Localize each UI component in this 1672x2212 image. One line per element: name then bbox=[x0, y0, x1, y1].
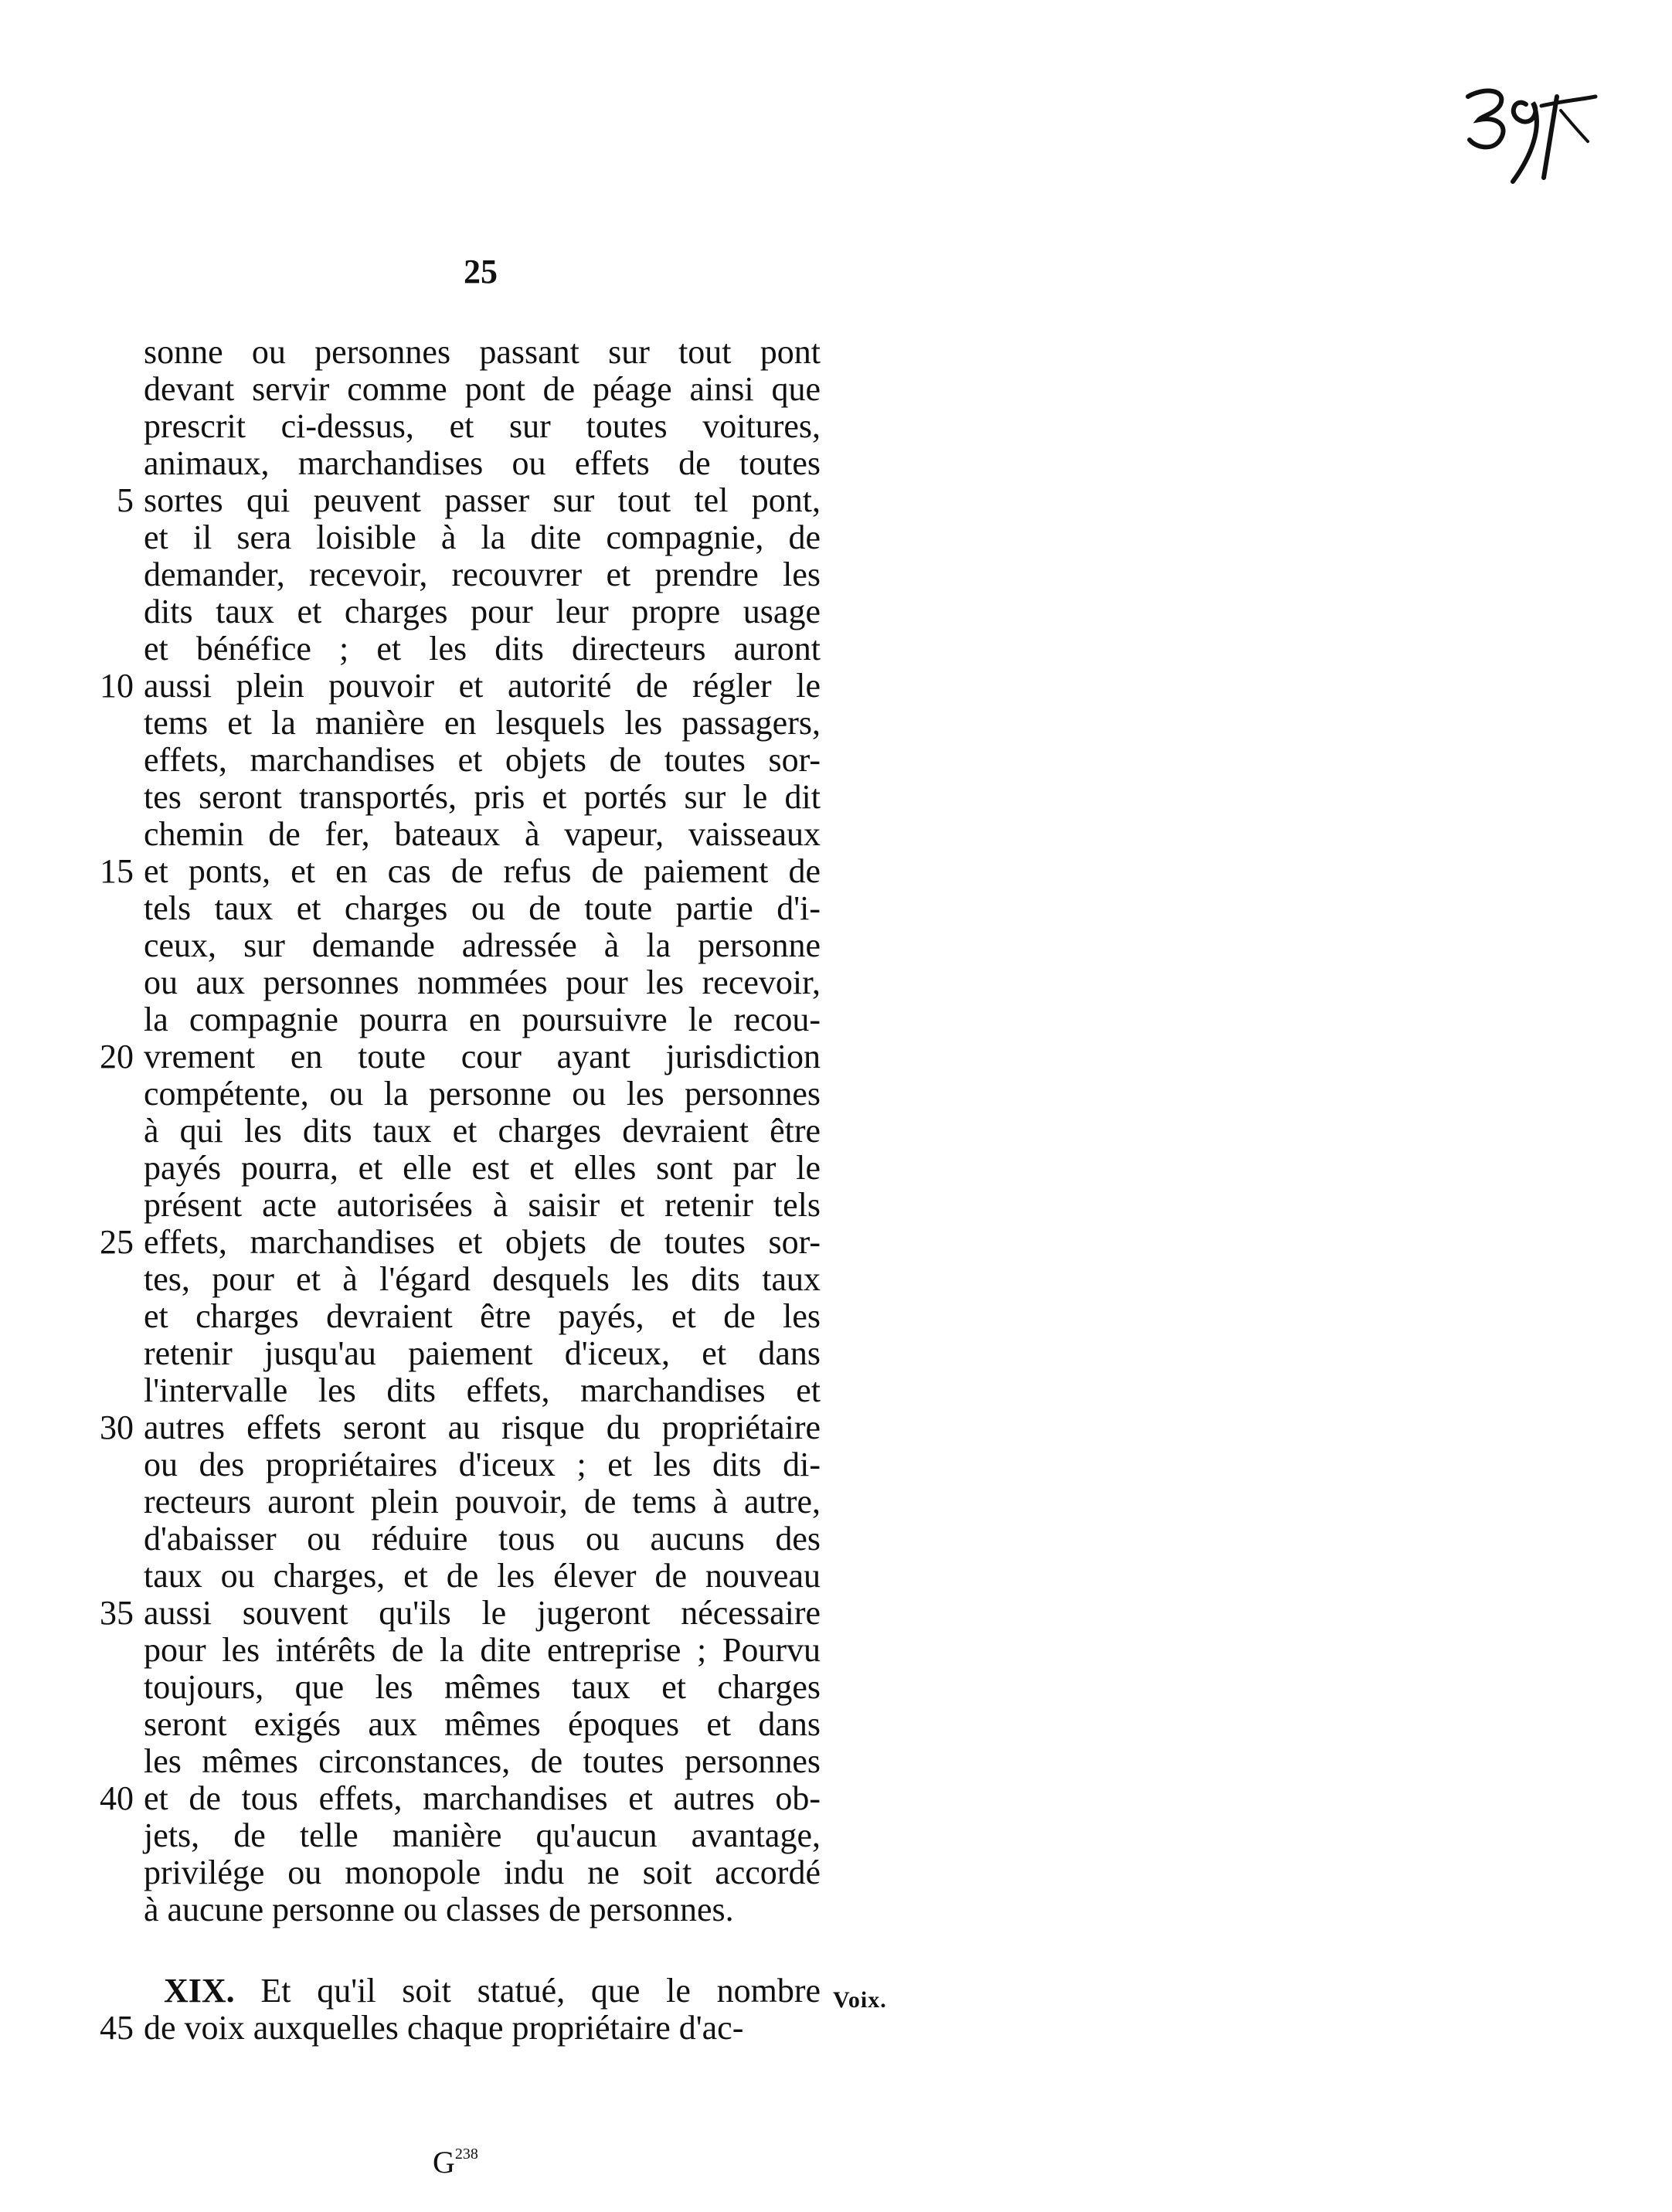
page-number: 25 bbox=[464, 253, 498, 291]
marginal-note: Voix. bbox=[833, 1987, 887, 2013]
line-text: payés pourra, et elle est et elles sont par le bbox=[144, 1149, 821, 1187]
line-number: 15 bbox=[100, 852, 134, 890]
line-text: devant servir comme pont de péage ainsi que bbox=[144, 370, 821, 408]
line-text: les mêmes circonstances, de toutes personnes bbox=[144, 1742, 821, 1780]
line-text: dits taux et charges pour leur propre usage bbox=[144, 593, 821, 630]
line-text: pour les intérêts de la dite entreprise ; Pourvu bbox=[144, 1631, 821, 1669]
line-text: et bénéfice ; et les dits directeurs auront bbox=[144, 630, 821, 668]
line-text: ou des propriétaires d'iceux ; et les dits di- bbox=[144, 1446, 821, 1483]
line-text: tes seront transportés, pris et portés sur le dit bbox=[144, 778, 821, 816]
line-text: prescrit ci-dessus, et sur toutes voitures, bbox=[144, 407, 821, 445]
line-text: sonne ou personnes passant sur tout pont bbox=[144, 333, 821, 371]
line-text: et charges devraient être payés, et de les bbox=[144, 1297, 821, 1335]
line-text: seront exigés aux mêmes époques et dans bbox=[144, 1705, 821, 1743]
line-text: aussi souvent qu'ils le jugeront nécessaire bbox=[144, 1594, 821, 1632]
archive-stamp-number bbox=[1453, 73, 1607, 189]
line-text: la compagnie pourra en poursuivre le recou- bbox=[144, 1001, 821, 1038]
line-text: autres effets seront au risque du propriétaire bbox=[144, 1408, 821, 1446]
line-number: 30 bbox=[100, 1408, 134, 1446]
line-text: ceux, sur demande adressée à la personne bbox=[144, 926, 821, 964]
line-text: et ponts, et en cas de refus de paiement de bbox=[144, 852, 821, 890]
line-number: 45 bbox=[100, 2009, 134, 2047]
line-text: toujours, que les mêmes taux et charges bbox=[144, 1668, 821, 1706]
line-text: effets, marchandises et objets de toutes sor- bbox=[144, 1223, 821, 1261]
line-text: demander, recevoir, recouvrer et prendre les bbox=[144, 556, 821, 593]
line-text: effets, marchandises et objets de toutes sor- bbox=[144, 741, 821, 779]
line-text: et il sera loisible à la dite compagnie, de bbox=[144, 518, 821, 556]
signature-mark bbox=[433, 2146, 478, 2178]
line-text: sortes qui peuvent passer sur tout tel pont, bbox=[144, 481, 821, 519]
line-number: 10 bbox=[100, 667, 134, 705]
line-text: d'abaisser ou réduire tous ou aucuns des bbox=[144, 1520, 821, 1558]
line-text: compétente, ou la personne ou les personnes bbox=[144, 1075, 821, 1113]
handwritten-number-391 bbox=[1453, 73, 1607, 189]
line-text: aussi plein pouvoir et autorité de régler le bbox=[144, 667, 821, 705]
line-text: présent acte autorisées à saisir et retenir tels bbox=[144, 1186, 821, 1224]
line-text: recteurs auront plein pouvoir, de tems à autre, bbox=[144, 1483, 821, 1521]
line-text: tes, pour et à l'égard desquels les dits taux bbox=[144, 1260, 821, 1298]
line-number: 5 bbox=[117, 481, 134, 519]
line-text: chemin de fer, bateaux à vapeur, vaisseaux bbox=[144, 815, 821, 853]
line-number: 25 bbox=[100, 1223, 134, 1261]
line-number: 40 bbox=[100, 1779, 134, 1817]
line-text: animaux, marchandises ou effets de toutes bbox=[144, 444, 821, 482]
signature-letter: G bbox=[433, 2145, 455, 2180]
line-text: retenir jusqu'au paiement d'iceux, et dans bbox=[144, 1334, 821, 1372]
line-text: privilége ou monopole indu ne soit accordé bbox=[144, 1854, 821, 1891]
line-text: vrement en toute cour ayant jurisdiction bbox=[144, 1038, 821, 1075]
section-line-2-text: de voix auxquelles chaque propriétaire d'ac- bbox=[144, 2009, 744, 2047]
line-text: jets, de telle manière qu'aucun avantage, bbox=[144, 1816, 821, 1854]
line-text: ou aux personnes nommées pour les recevoir, bbox=[144, 963, 821, 1001]
line-text: tels taux et charges ou de toute partie d'i- bbox=[144, 889, 821, 927]
line-number: 35 bbox=[100, 1594, 134, 1632]
line-text: taux ou charges, et de les élever de nouveau bbox=[144, 1557, 821, 1595]
line-number: 20 bbox=[100, 1038, 134, 1075]
section-number: XIX. bbox=[164, 1972, 235, 2010]
signature-number: 238 bbox=[454, 2146, 478, 2163]
line-text: à qui les dits taux et charges devraient être bbox=[144, 1112, 821, 1150]
line-text: et de tous effets, marchandises et autres ob- bbox=[144, 1779, 821, 1817]
section-line-1-text: Et qu'il soit statué, que le nombre bbox=[260, 1972, 821, 2010]
line-text: tems et la manière en lesquels les passagers, bbox=[144, 704, 821, 742]
line-text: l'intervalle les dits effets, marchandises et bbox=[144, 1371, 821, 1409]
line-text: à aucune personne ou classes de personnes. bbox=[144, 1891, 734, 1928]
